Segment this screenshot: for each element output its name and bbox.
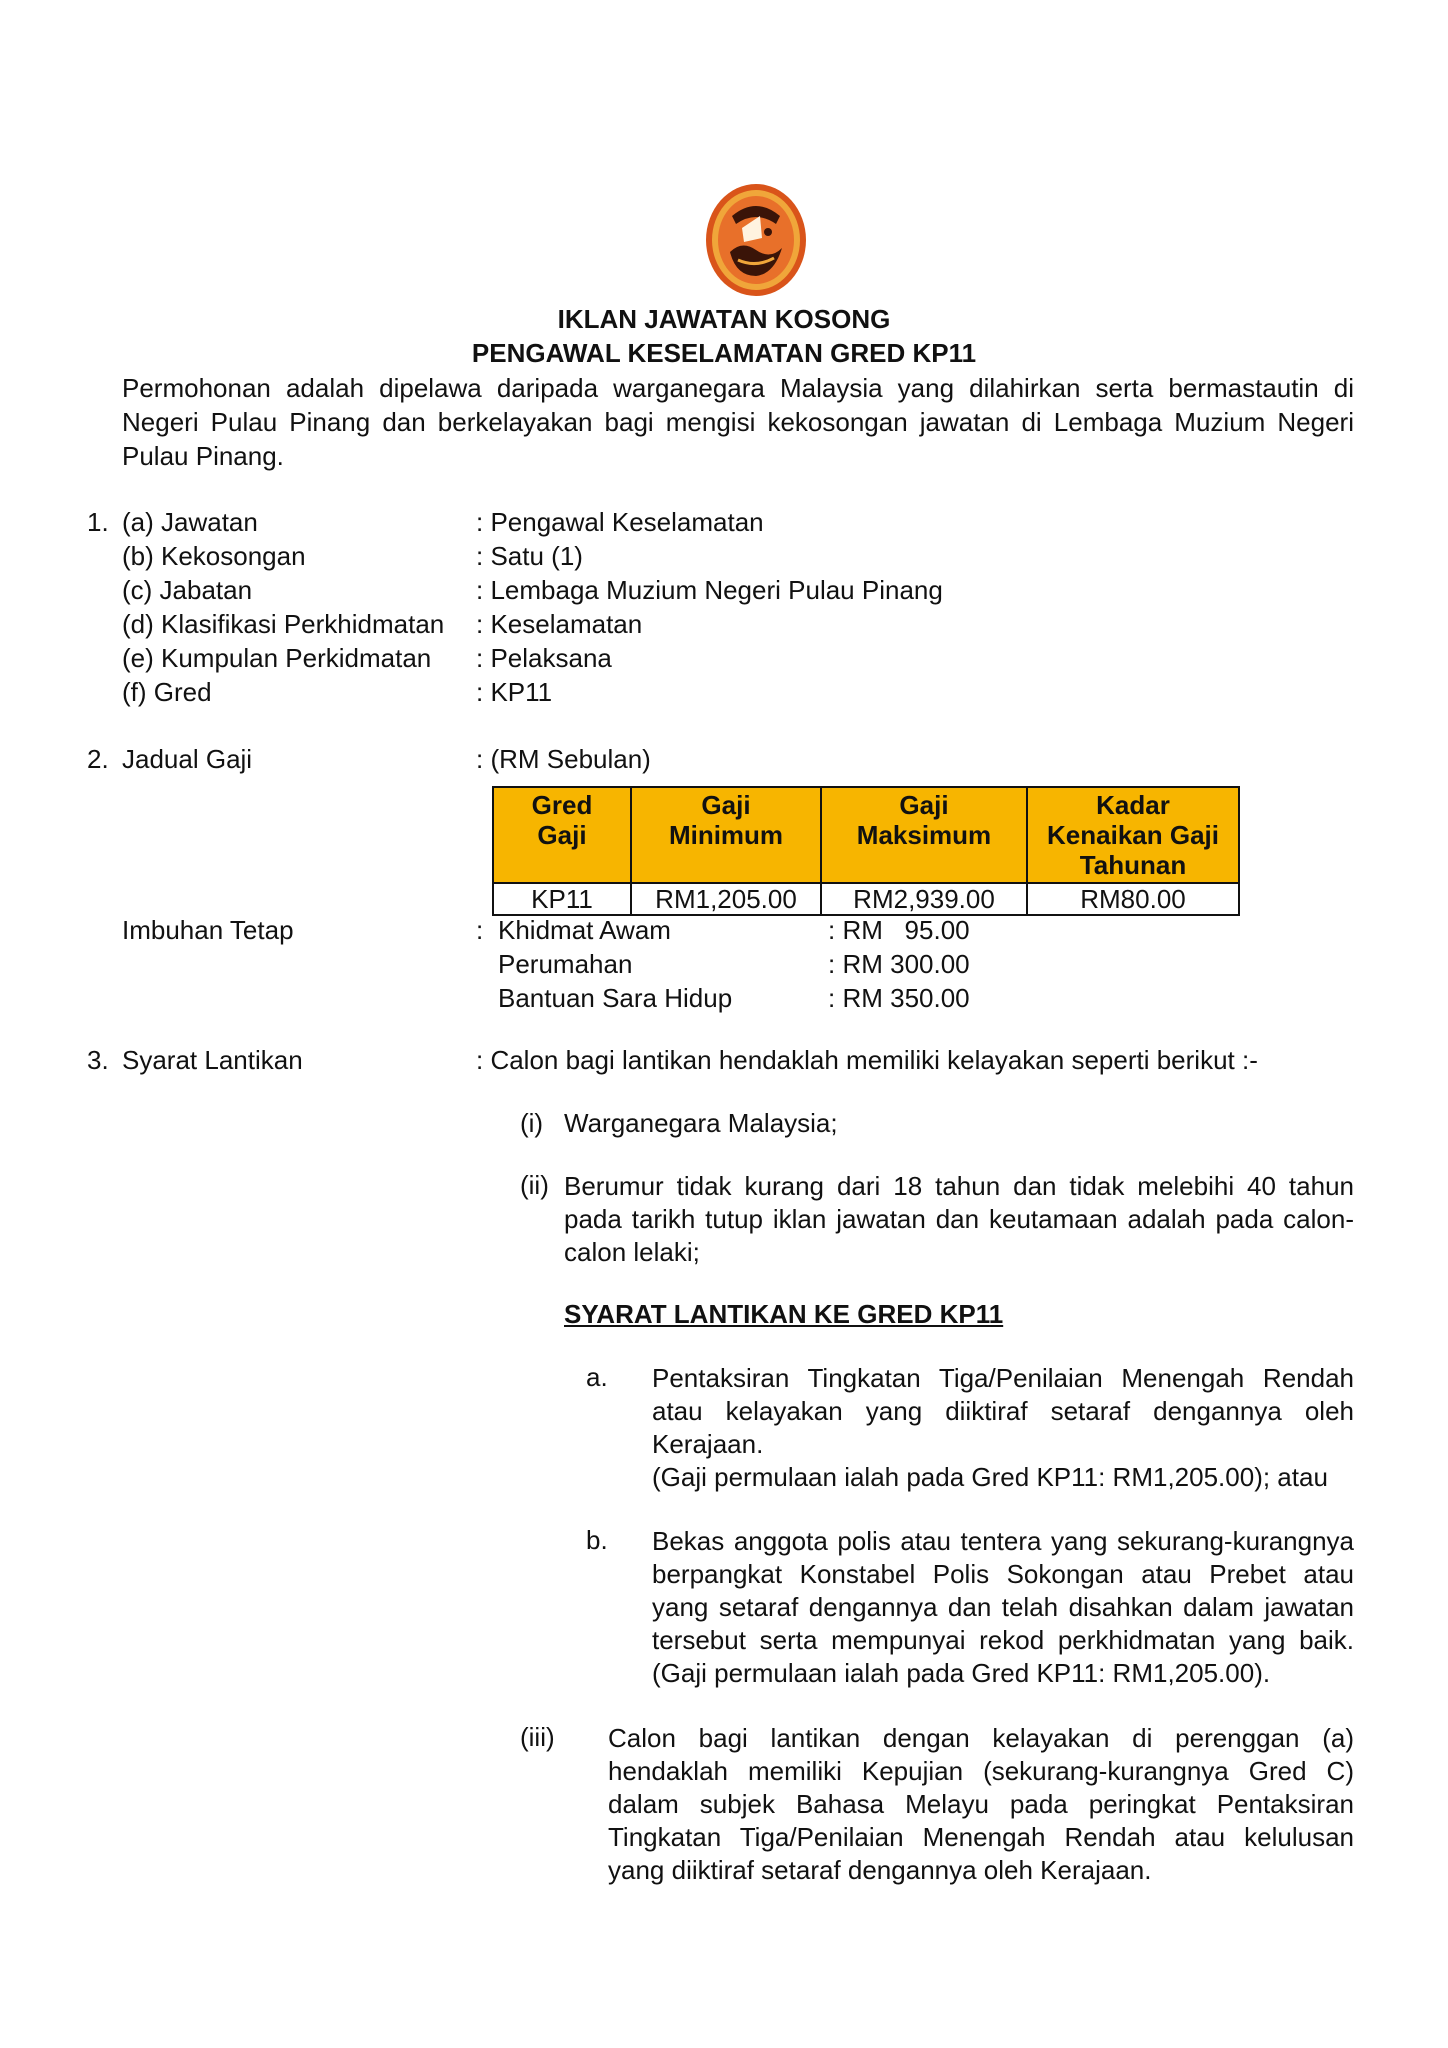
imbuhan-label: Imbuhan Tetap [122,915,294,945]
section-number: 3. [87,1045,109,1075]
imbuhan-amount: : RM 300.00 [828,949,970,979]
field-value: : Keselamatan [476,609,643,639]
intro-line: Pulau Pinang. [122,441,284,471]
section-number: 1. [87,507,109,537]
list-line: (Gaji permulaan ialah pada Gred KP11: RM1,205.00); atau [652,1462,1328,1492]
list-number: (ii) [520,1170,549,1200]
salary-table [492,786,1240,916]
list-number: b. [586,1525,608,1555]
field-value: : Calon bagi lantikan hendaklah memiliki kelayakan seperti berikut :- [476,1045,1258,1075]
subheading: SYARAT LANTIKAN KE GRED KP11 [564,1299,1004,1329]
field-value: : (RM Sebulan) [476,744,651,774]
list-number: (i) [520,1108,544,1138]
page-subtitle: PENGAWAL KESELAMATAN GRED KP11 [471,338,977,368]
field-label: (e) Kumpulan Perkidmatan [122,643,432,673]
imbuhan-colon: : [476,915,484,945]
section-number: 2. [87,744,109,774]
intro-line: Permohonan adalah dipelawa daripada warganegara Malaysia yang dilahirkan serta bermastautin di [122,373,1354,403]
header-kadar-kenaikan: Kadar Kenaikan Gaji Tahunan [1027,787,1239,883]
list-line: Calon bagi lantikan dengan kelayakan di perenggan (a) [608,1723,1354,1753]
list-number: (iii) [520,1722,555,1752]
field-label: (f) Gred [122,677,212,707]
list-line: Pentaksiran Tingkatan Tiga/Penilaian Menengah Rendah [652,1363,1354,1393]
header-gaji-minimum: Gaji Minimum [631,787,821,883]
imbuhan-item: Bantuan Sara Hidup [498,983,733,1013]
field-value: : Pengawal Keselamatan [476,507,764,537]
list-line: yang setaraf dengannya dan telah disahkan dalam jawatan [652,1592,1354,1622]
table-cell: RM80.00 [1027,883,1239,915]
salary-table-header [493,787,1239,883]
field-label: Jadual Gaji [122,744,253,774]
table-row [493,883,1239,915]
list-line: yang diiktiraf setaraf dengannya oleh Kerajaan. [608,1855,1152,1885]
table-cell: RM1,205.00 [631,883,821,915]
list-line: atau kelayakan yang diiktiraf setaraf dengannya oleh [652,1396,1354,1426]
list-line: (Gaji permulaan ialah pada Gred KP11: RM1,205.00). [652,1658,1271,1688]
imbuhan-amount: : RM 350.00 [828,983,970,1013]
imbuhan-item: Perumahan [498,949,633,979]
list-text: Warganegara Malaysia; [564,1108,838,1138]
list-line: berpangkat Konstabel Polis Sokongan atau Prebet atau [652,1559,1354,1589]
field-value: : KP11 [476,677,553,707]
list-line: Kerajaan. [652,1429,764,1459]
page-title: IKLAN JAWATAN KOSONG [557,304,891,334]
imbuhan-item: Khidmat Awam [498,915,671,945]
list-line: Bekas anggota polis atau tentera yang sekurang-kurangnya [652,1526,1354,1556]
list-number: a. [586,1362,608,1392]
list-line: hendaklah memiliki Kepujian (sekurang-kurangnya Gred C) [608,1756,1354,1786]
imbuhan-amount: : RM 95.00 [828,915,970,945]
list-line: dalam subjek Bahasa Melayu pada peringkat Pentaksiran [608,1789,1354,1819]
table-cell: KP11 [493,883,631,915]
list-line: Tingkatan Tiga/Penilaian Menengah Rendah atau kelulusan [608,1822,1354,1852]
field-value: : Lembaga Muzium Negeri Pulau Pinang [476,575,943,605]
list-line: tersebut serta mempunyai rekod perkhidmatan yang baik. [652,1625,1354,1655]
table-cell: RM2,939.00 [821,883,1027,915]
field-value: : Satu (1) [476,541,583,571]
field-label: (c) Jabatan [122,575,253,605]
field-value: : Pelaksana [476,643,612,673]
list-line: pada tarikh tutup iklan jawatan dan keutamaan adalah pada calon- [564,1204,1354,1234]
field-label: (b) Kekosongan [122,541,306,571]
header-gred-gaji: Gred Gaji [493,787,631,883]
state-crest-icon [702,176,810,300]
field-label: Syarat Lantikan [122,1045,303,1075]
list-line: calon lelaki; [564,1237,700,1267]
header-gaji-maksimum: Gaji Maksimum [821,787,1027,883]
field-label: (d) Klasifikasi Perkhidmatan [122,609,445,639]
field-label: (a) Jawatan [122,507,258,537]
intro-line: Negeri Pulau Pinang dan berkelayakan bagi mengisi kekosongan jawatan di Lembaga Muzium Negeri [122,407,1354,437]
list-line: Berumur tidak kurang dari 18 tahun dan tidak melebihi 40 tahun [564,1171,1354,1201]
